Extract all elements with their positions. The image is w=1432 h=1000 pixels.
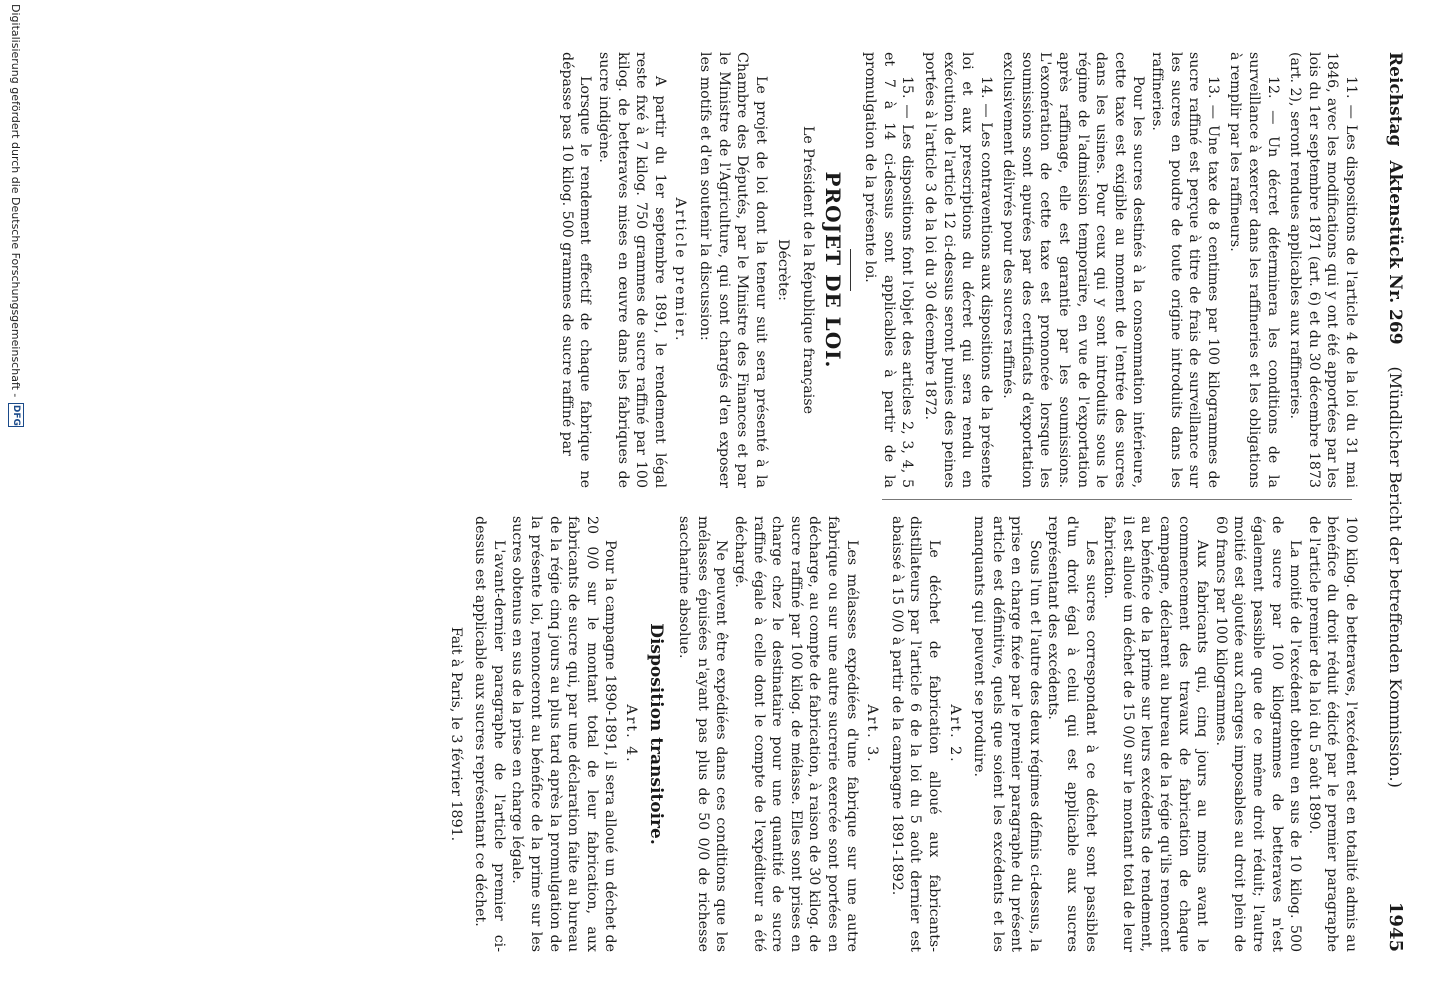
art-2-paragraph: Le déchet de fabrication alloué aux fabricants-distillateurs par l'article 6 de la loi du 5 août dernier est abaissé à 15 0/0 à partir de la campagne 1891-1892.	[888, 516, 942, 952]
projet-intro: Le projet de loi dont la teneur suit sera présenté à la Chambre des Députés, par le Ministre des Finances et par le Ministre de l'Agriculture, qui sont chargés d'en exposer les motifs et d'en soutenir la discussion:	[697, 52, 769, 488]
art-4-paragraph-1: Pour la campagne 1890-1891, il sera alloué un déchet de 20 0/0 sur le montant total de leur fabrication, aux fabricants de sucre qui, par une déclaration faite au bureau de la régie cinq jours au plus tard après la promulgation de la présente loi, renonceront au bénéfice de la prime sur les sucres obtenus en sus de la prise en charge légale.	[509, 516, 619, 952]
projet-de-loi-heading: PROJET DE LOI.	[820, 171, 845, 369]
page-header	[1366, 52, 1406, 952]
article-premier-fabricants: Aux fabricants qui, cinq jours au moins avant le commencement des travaux de fabrication de chaque campagne, déclarent au bureau de la régie qu'ils renoncent au bénéfice de la prime sur leurs excédents de rendement, il est alloué un déchet de 15 0/0 sur le montant total de leur fabrication.	[1101, 516, 1211, 952]
article-premier-regimes: Sous l'un et l'autre des deux régimes définis ci-dessus, la prise en charge fixée par le premier paragraphe du présent article est définitive, quels que soient les excédents et les manquants qui peuvent se produire.	[971, 516, 1043, 952]
paragraph-art-15: 15. — Les dispositions font l'objet des articles 2, 3, 4, 5 et 7 à 14 ci-dessus sont applicables à partir de la promulgation de la présente loi.	[862, 52, 916, 488]
footer-strip	[0, 0, 32, 1000]
disposition-transitoire-heading: Disposition transitoire.	[645, 623, 666, 845]
art-4-paragraph-2: L'avant-dernier paragraphe de l'article premier ci-dessus est applicable aux sucres représentant ce déchet.	[472, 516, 507, 952]
article-premier-heading: Article premier.	[672, 197, 689, 343]
paragraph-art-14: 14. — Les contraventions aux dispositions de la présente loi et aux prescriptions du décret qui sera rendu en exécution de l'article 12 ci-dessus seront punies des peines portées à l'article 3 de la loi du 30 décembre 1872.	[921, 52, 994, 488]
paragraph-art-12: 12. — Un décret déterminera les conditions de la surveillance à exercer dans les raffineries et les obligations à remplir par les raffineurs.	[1227, 52, 1281, 488]
header-title-aktenstueck: Aktenstück Nr. 269	[1385, 160, 1405, 345]
header-subtitle: (Mündlicher Bericht der betreffenden Kommission.)	[1386, 366, 1405, 788]
art-4-heading: Art. 4.	[623, 704, 640, 764]
signature-line: Fait à Paris, le 3 février 1891.	[447, 626, 464, 842]
article-premier-paragraph-2: Lorsque le rendement effectif de chaque fabrique ne dépasse pas 10 kilog. 500 grammes de sucre raffiné par	[558, 52, 594, 488]
digitalization-credit: Digitalisierung gefördert durch die Deutsche Forschungsgemeinschaft -	[9, 4, 23, 398]
president-line: Le Président de la République française	[799, 125, 816, 415]
right-column	[446, 516, 1360, 952]
art-3-paragraph-1: Les mélasses expédiées d'une fabrique sur une autre fabrique ou sur une autre sucrerie exercée sont portées en décharge, au compte de fabrication, à raison de 30 kilog. de sucre raffiné par 100 kilog. de mélasse. Elles sont prises en charge chez le destinataire pour une quantité de sucre raffiné égale à celle dont le compte de l'expéditeur a été déchargé.	[732, 516, 860, 952]
article-premier-dechet: Les sucres correspondant à ce déchet sont passibles d'un droit égal à celui qui est applicable aux sucres représentant des excédents.	[1045, 516, 1099, 952]
left-column	[557, 52, 1360, 488]
article-premier-moitie: La moitié de l'excédent obtenu en sus de 10 kilog. 500 de sucre par 100 kilogrammes de betteraves n'est également passible que de ce même droit réduit; l'autre moitié est ajoutée aux charges imposables au droit plein de 60 francs par 100 kilogrammes.	[1212, 516, 1304, 952]
header-title	[1385, 52, 1405, 345]
article-premier-paragraph-1: A partir du 1er septembre 1891, le rendement légal reste fixé à 7 kilog. 750 grammes de sucre raffiné par 100 kilog. de betteraves mises en œuvre dans les fabriques de sucre indigène.	[596, 52, 668, 488]
paragraph-art-13-cont: Pour les sucres destinés à la consommation intérieure, cette taxe est exigible au moment de l'entrée des sucres dans les usines. Pour ceux qui y sont introduits sous le régime de l'admission temporaire, en vue de l'exportation après raffinage, elle est garantie par les soumissions. L'exonération de cette taxe est prononcée lorsque les soumissions sont apurées par des certificats d'exportation exclusivement délivrés pour des sucres raffinés.	[1000, 52, 1147, 488]
page-number: 1945	[1385, 901, 1406, 952]
paragraph-art-13: 13. — Une taxe de 8 centimes par 100 kilogrammes de sucre raffiné est perçue à titre de frais de surveillance sur les sucres en poudre de toute origine introduits dans les raffineries.	[1149, 52, 1221, 488]
art-2-heading: Art. 2.	[946, 704, 963, 764]
art-3-paragraph-2: Ne peuvent être expédiées dans ces conditions que les mélasses épuisées n'ayant pas plus de 50 0/0 de richesse saccharine absolue.	[676, 516, 730, 952]
decrete-line: Décrète:	[775, 239, 792, 301]
section-divider	[850, 249, 851, 291]
art-3-heading: Art. 3.	[864, 704, 881, 764]
dfg-logo-icon: DFG	[8, 403, 24, 427]
paragraph-art-11: 11. — Les dispositions de l'article 4 de la loi du 31 mai 1846, avec les modifications qui y ont été apportées par les lois du 1er septembre 1871 (art. 6) et du 30 décembre 1873 (art. 2), seront rendues applicables aux raffineries.	[1287, 52, 1359, 488]
header-title-reichstag: Reichstag	[1385, 52, 1405, 147]
article-premier-continuation: 100 kilog. de betteraves, l'excédent est en totalité admis au bénéfice du droit réduit édicté par le premier paragraphe de l'article premier de la loi du 5 août 1890.	[1305, 516, 1359, 952]
column-divider	[882, 499, 1352, 500]
